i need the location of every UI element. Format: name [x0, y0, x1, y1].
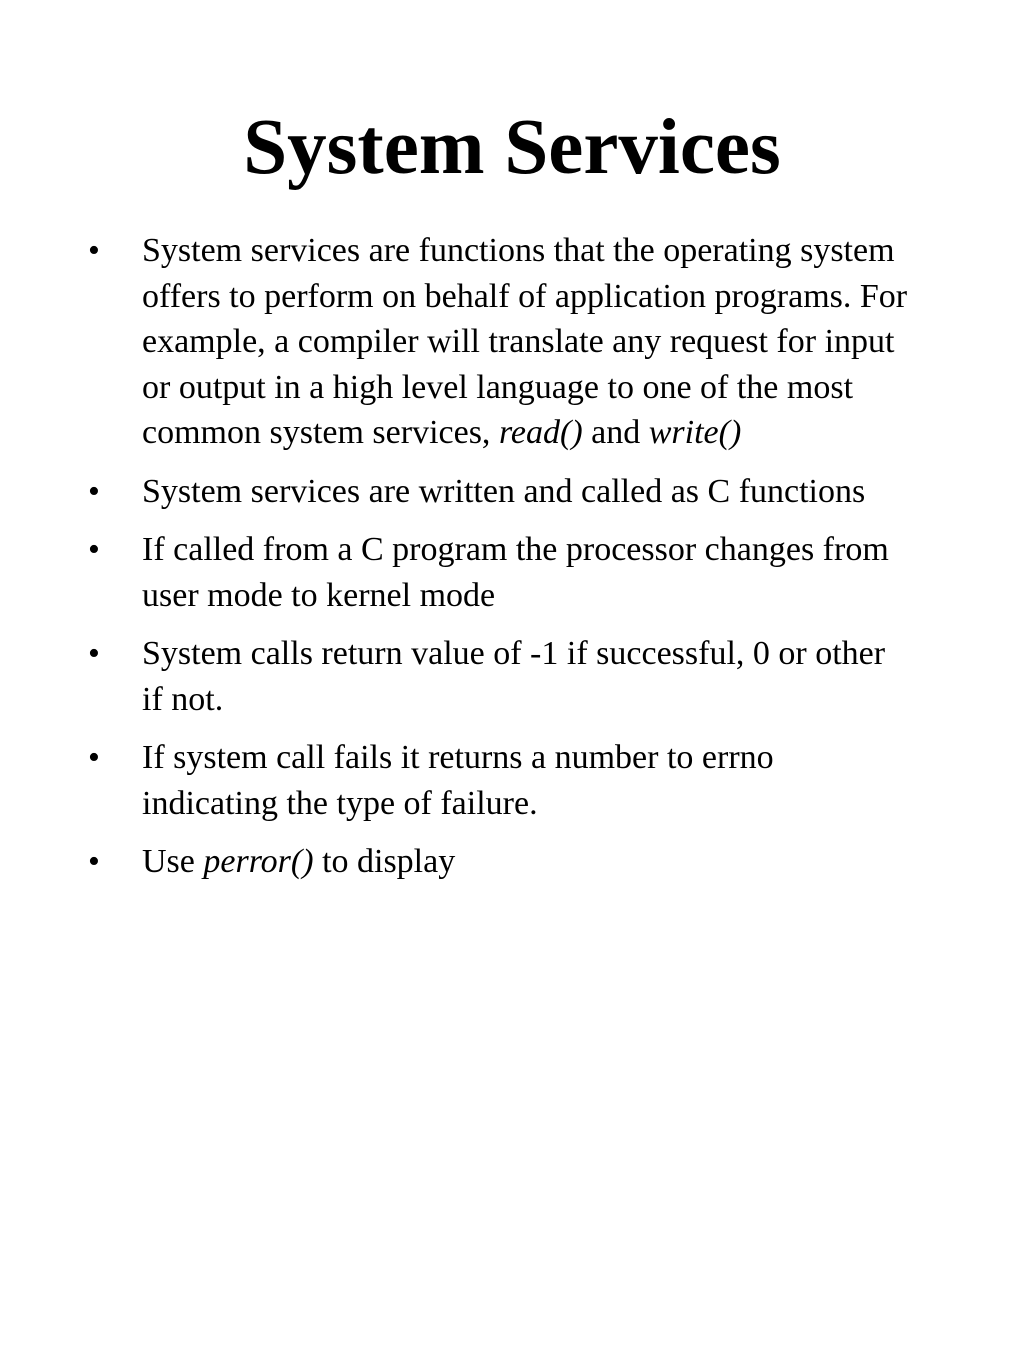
slide-title: System Services — [243, 104, 781, 191]
function-name: perror() — [203, 843, 314, 880]
bullet-text: System services are functions that the operating system offers to perform on behalf of application programs. For example, a compiler will translate any request for input or output in a high level language to one of the most common system services, — [142, 232, 908, 451]
bullet-text: System services are written and called as C functions — [142, 472, 866, 510]
bullet-dot-icon: • — [88, 843, 100, 880]
bullet-item-read-write — [88, 228, 908, 456]
bullet-text-connector: and — [582, 414, 649, 451]
bullet-item-perror — [88, 839, 908, 885]
bullet-dot-icon: • — [88, 739, 100, 776]
bullet-text: If called from a C program the processor changes from user mode to kernel mode — [142, 531, 889, 614]
function-name: read() — [498, 414, 583, 451]
bullet-text: System calls return value of -1 if successful, 0 or other if not. — [142, 635, 886, 718]
bullet-dot-icon: • — [88, 472, 100, 510]
bullet-text: Use — [142, 843, 204, 880]
function-name: write() — [648, 414, 742, 451]
bullet-item-errno — [88, 735, 908, 826]
bullet-dot-icon: • — [88, 635, 100, 672]
bullet-text: to display — [313, 843, 456, 880]
bullet-dot-icon: • — [88, 232, 100, 269]
bullet-list — [88, 228, 908, 898]
bullet-dot-icon: • — [88, 531, 100, 568]
bullet-item-kernel-mode — [88, 527, 908, 618]
bullet-text: If system call fails it returns a number to errno indicating the type of failure. — [142, 739, 774, 822]
bullet-item-return-value — [88, 631, 908, 722]
bullet-item-c-functions — [88, 469, 908, 515]
